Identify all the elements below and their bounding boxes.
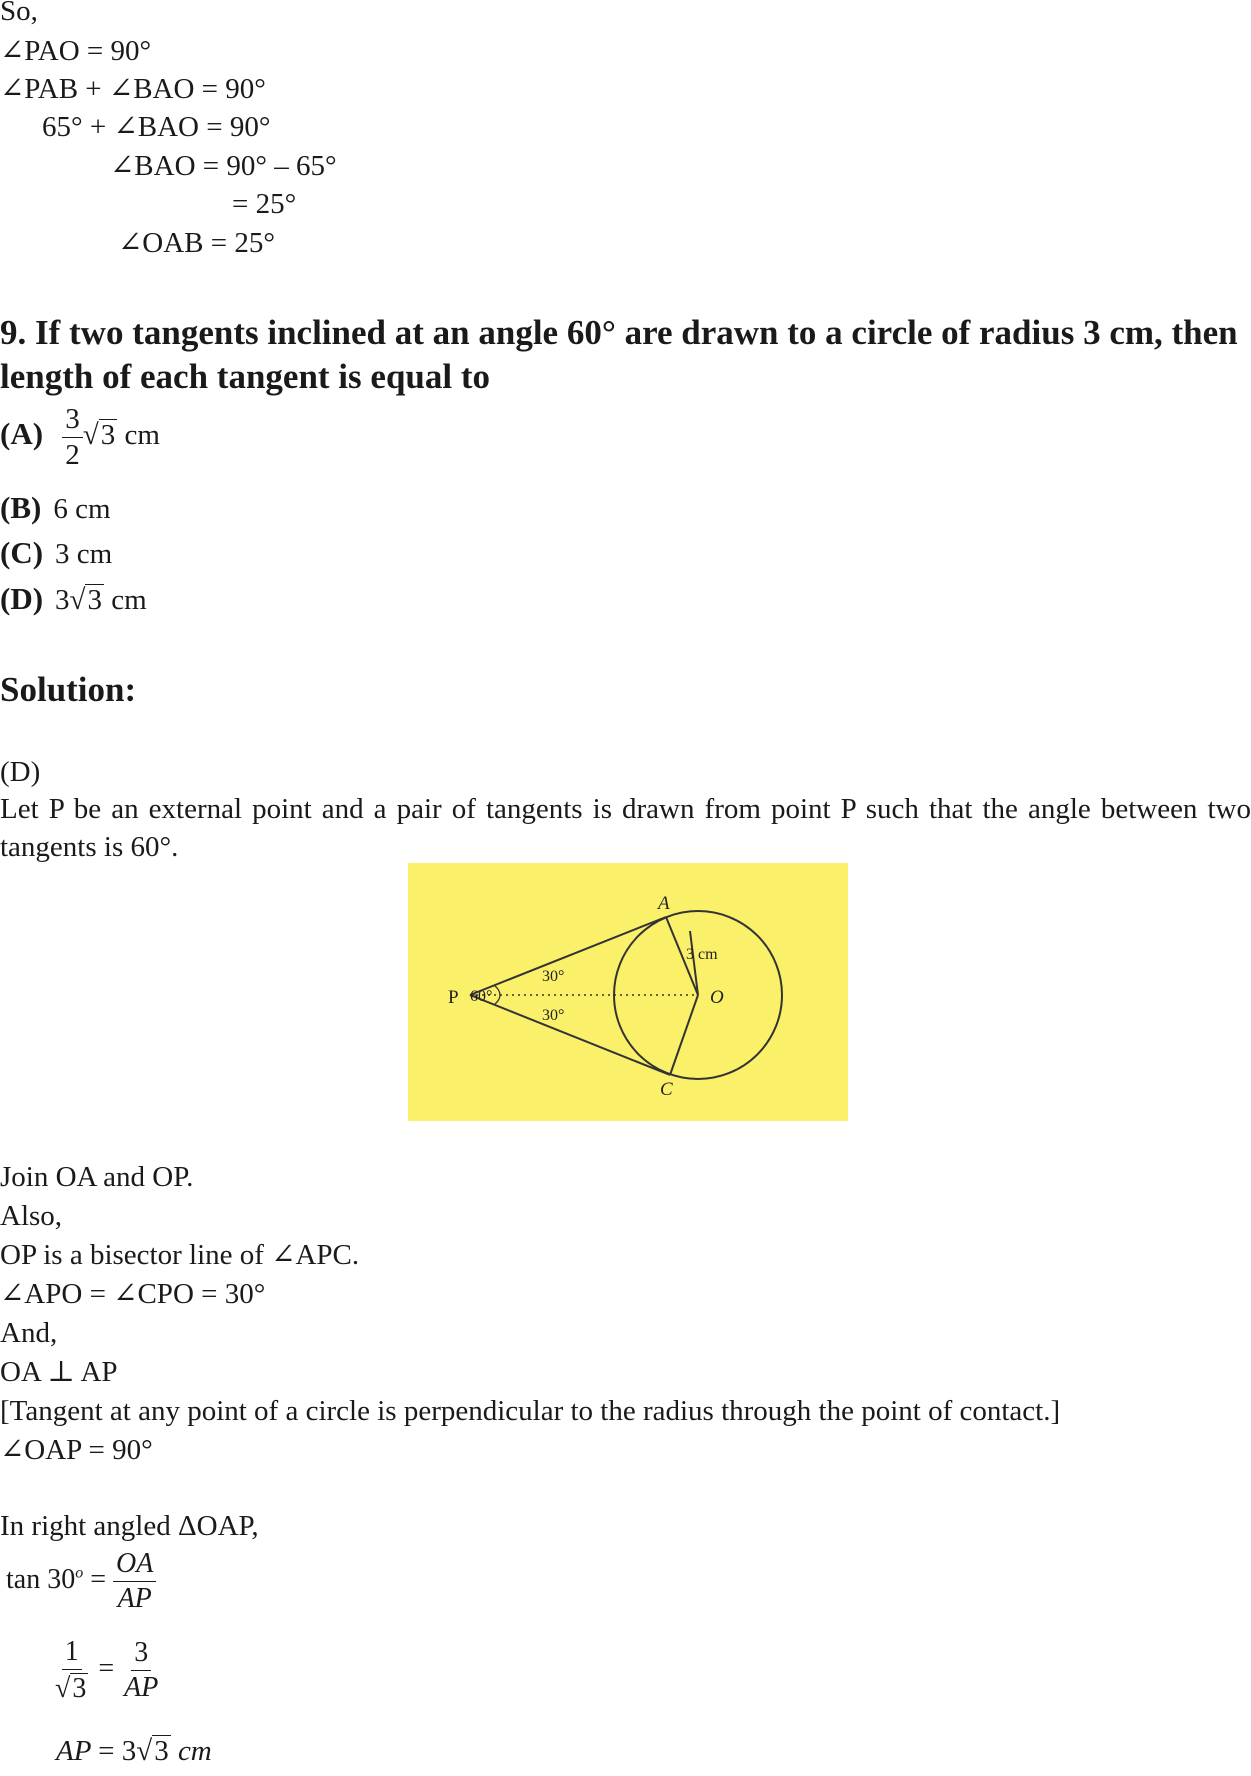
label-p: P bbox=[448, 987, 459, 1008]
option-a-unit: cm bbox=[124, 419, 160, 452]
solution-intro: Let P be an external point and a pair of tangents is drawn from point P such that the angle between two tangents is 60°. bbox=[0, 793, 1251, 863]
eq3-radicand: 3 bbox=[154, 1735, 169, 1767]
label-angle-top: 30° bbox=[542, 968, 565, 985]
eq1-denominator: AP bbox=[117, 1583, 152, 1614]
equation-tan bbox=[6, 1550, 156, 1613]
option-b bbox=[0, 490, 111, 527]
eq1-equals: = bbox=[90, 1563, 107, 1595]
equation-result bbox=[56, 1734, 212, 1768]
eq1-lhs: tan 30 bbox=[6, 1563, 76, 1595]
step-also: Also, bbox=[0, 1200, 63, 1232]
solution-heading: Solution: bbox=[0, 670, 137, 709]
substitution-line: 65° + ∠BAO = 90° bbox=[42, 111, 271, 143]
angle-sum-line: ∠PAB + ∠BAO = 90° bbox=[0, 73, 266, 105]
step-right-triangle: In right angled ΔOAP, bbox=[0, 1510, 259, 1542]
step-join: Join OA and OP. bbox=[0, 1161, 194, 1193]
label-a: A bbox=[658, 893, 670, 914]
tangent-figure bbox=[408, 863, 848, 1121]
option-a-numerator: 3 bbox=[62, 405, 83, 438]
option-b-label: (B) bbox=[0, 490, 42, 525]
option-d-coefficient: 3 bbox=[55, 584, 70, 616]
option-a bbox=[0, 405, 160, 470]
radius-oc bbox=[670, 995, 698, 1075]
step-tangent-reason: [Tangent at any point of a circle is perpendicular to the radius through the point of contact.] bbox=[0, 1395, 1061, 1427]
option-c-label: (C) bbox=[0, 535, 44, 570]
angle-pao-line: ∠PAO = 90° bbox=[0, 35, 152, 67]
bao-result-line: = 25° bbox=[232, 188, 297, 220]
option-a-sqrt: √3 bbox=[82, 419, 116, 452]
question-text: 9. If two tangents inclined at an angle 60° are drawn to a circle of radius 3 cm, then length of each tangent is equal to bbox=[0, 313, 1238, 396]
option-c-text: 3 cm bbox=[55, 538, 113, 570]
option-b-text: 6 cm bbox=[53, 493, 111, 525]
step-perpendicular: OA ⊥ AP bbox=[0, 1356, 118, 1388]
eq2-right-numerator: 3 bbox=[131, 1639, 151, 1671]
step-apo-cpo: ∠APO = ∠CPO = 30° bbox=[0, 1278, 266, 1310]
step-oap: ∠OAP = 90° bbox=[0, 1434, 153, 1466]
eq3-unit: cm bbox=[177, 1735, 212, 1767]
oab-result-line: ∠OAB = 25° bbox=[118, 227, 275, 259]
eq1-degree: o bbox=[75, 1564, 84, 1582]
option-a-radicand: 3 bbox=[100, 419, 116, 452]
option-a-denominator: 2 bbox=[65, 439, 80, 471]
eq2-right-denominator: AP bbox=[124, 1672, 159, 1704]
eq2-left-fraction bbox=[52, 1638, 91, 1703]
eq3-equals: = bbox=[98, 1735, 115, 1767]
eq3-lhs: AP bbox=[56, 1735, 91, 1767]
option-d bbox=[0, 581, 147, 618]
label-o: O bbox=[710, 987, 724, 1008]
option-a-fraction bbox=[62, 405, 83, 470]
angle-arc-bottom bbox=[494, 995, 500, 1005]
eq1-numerator: OA bbox=[113, 1550, 156, 1582]
tangent-pa bbox=[470, 917, 666, 995]
eq2-equals: = bbox=[98, 1653, 115, 1685]
label-radius: 3 cm bbox=[686, 946, 718, 963]
label-angle-bottom: 30° bbox=[542, 1007, 565, 1024]
tangent-diagram bbox=[408, 863, 848, 1121]
equation-ratio bbox=[52, 1638, 161, 1703]
tangent-pc bbox=[470, 995, 670, 1075]
step-bisector: OP is a bisector line of ∠APC. bbox=[0, 1239, 360, 1271]
angle-arc-top bbox=[494, 985, 500, 995]
eq1-fraction bbox=[113, 1550, 156, 1613]
eq2-radicand: 3 bbox=[72, 1673, 87, 1704]
eq3-sqrt: √3 bbox=[136, 1735, 169, 1767]
option-c bbox=[0, 535, 112, 572]
option-d-unit: cm bbox=[111, 584, 147, 616]
label-angle-total: 60° bbox=[470, 988, 493, 1005]
bao-subtract-line: ∠BAO = 90° – 65° bbox=[110, 150, 337, 182]
option-d-label: (D) bbox=[0, 581, 44, 616]
eq3-coefficient: 3 bbox=[121, 1735, 137, 1767]
option-d-sqrt: √3 bbox=[69, 584, 102, 616]
eq2-left-denominator: √3 bbox=[55, 1673, 87, 1704]
option-a-label: (A) bbox=[0, 416, 44, 452]
answer-line: (D) bbox=[0, 756, 41, 788]
option-d-radicand: 3 bbox=[87, 584, 102, 616]
eq2-right-fraction bbox=[121, 1639, 161, 1702]
step-and: And, bbox=[0, 1317, 58, 1349]
label-c: C bbox=[660, 1079, 673, 1100]
so-line: So, bbox=[0, 0, 38, 27]
eq2-left-numerator: 1 bbox=[62, 1638, 82, 1670]
